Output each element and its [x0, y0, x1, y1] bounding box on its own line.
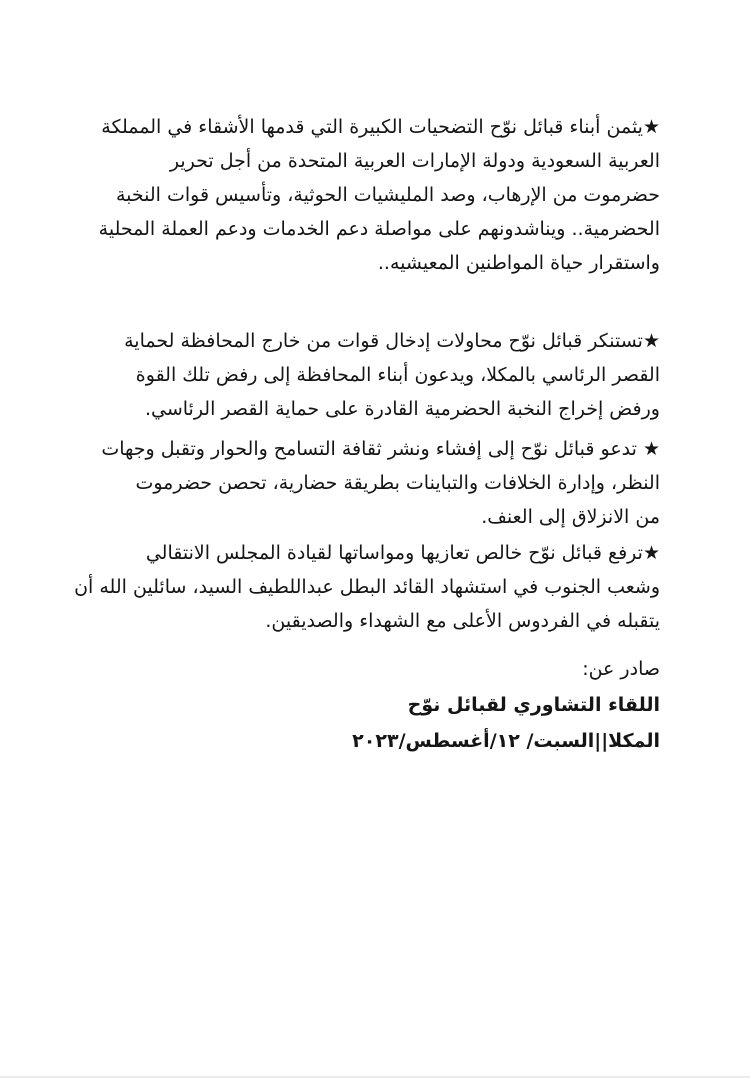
- text-line: من الانزلاق إلى العنف.: [481, 506, 660, 528]
- text-line: ★ترفع قبائل نوّح خالص تعازيها ومواساتها لقيادة المجلس الانتقالي: [145, 542, 660, 564]
- text-line: العربية السعودية ودولة الإمارات العربية المتحدة من أجل تحرير: [169, 150, 660, 172]
- text-line: واستقرار حياة المواطنين المعيشيه..: [377, 252, 660, 274]
- paragraph-denouncement: [94, 324, 660, 426]
- text-line: ★يثمن أبناء قبائل نوّح التضحيات الكبيرة التي قدمها الأشقاء في المملكة: [101, 116, 660, 138]
- text-line: ★ تدعو قبائل نوّح إلى إفشاء ونشر ثقافة التسامح والحوار وتقبل وجهات: [101, 438, 660, 460]
- paragraph-call-for-dialogue: [94, 432, 660, 534]
- text-line: القصر الرئاسي بالمكلا، ويدعون أبناء المحافظة إلى رفض تلك القوة: [135, 364, 660, 386]
- text-line: يتقبله في الفردوس الأعلى مع الشهداء والصديقين.: [265, 610, 660, 632]
- text-line: حضرموت من الإرهاب، وصد المليشيات الحوثية، وتأسيس قوات النخبة: [115, 184, 660, 206]
- text-line: النظر، وإدارة الخلافات والتباينات بطريقة حضارية، تحصن حضرموت: [135, 472, 660, 494]
- issuer-name: اللقاء التشاوري لقبائل نوّح: [407, 694, 660, 716]
- text-line: الحضرمية.. ويناشدونهم على مواصلة دعم الخدمات ودعم العملة المحلية: [98, 218, 660, 240]
- date-line: المكلا||السبت/ ١٢/أغسطس/٢٠٢٣: [352, 730, 660, 752]
- document-footer: [94, 652, 660, 758]
- paragraph-condolences: [74, 536, 660, 638]
- text-line: وشعب الجنوب في استشهاد القائد البطل عبداللطيف السيد، سائلين الله أن: [74, 576, 660, 598]
- text-line: ورفض إخراج النخبة الحضرمية القادرة على حماية القصر الرئاسي.: [144, 398, 660, 420]
- issued-by-label: صادر عن:: [582, 658, 660, 680]
- document-content: [74, 110, 660, 760]
- text-line: ★تستنكر قبائل نوّح محاولات إدخال قوات من خارج المحافظة لحماية: [124, 330, 660, 352]
- paragraph-appreciation: [94, 110, 660, 280]
